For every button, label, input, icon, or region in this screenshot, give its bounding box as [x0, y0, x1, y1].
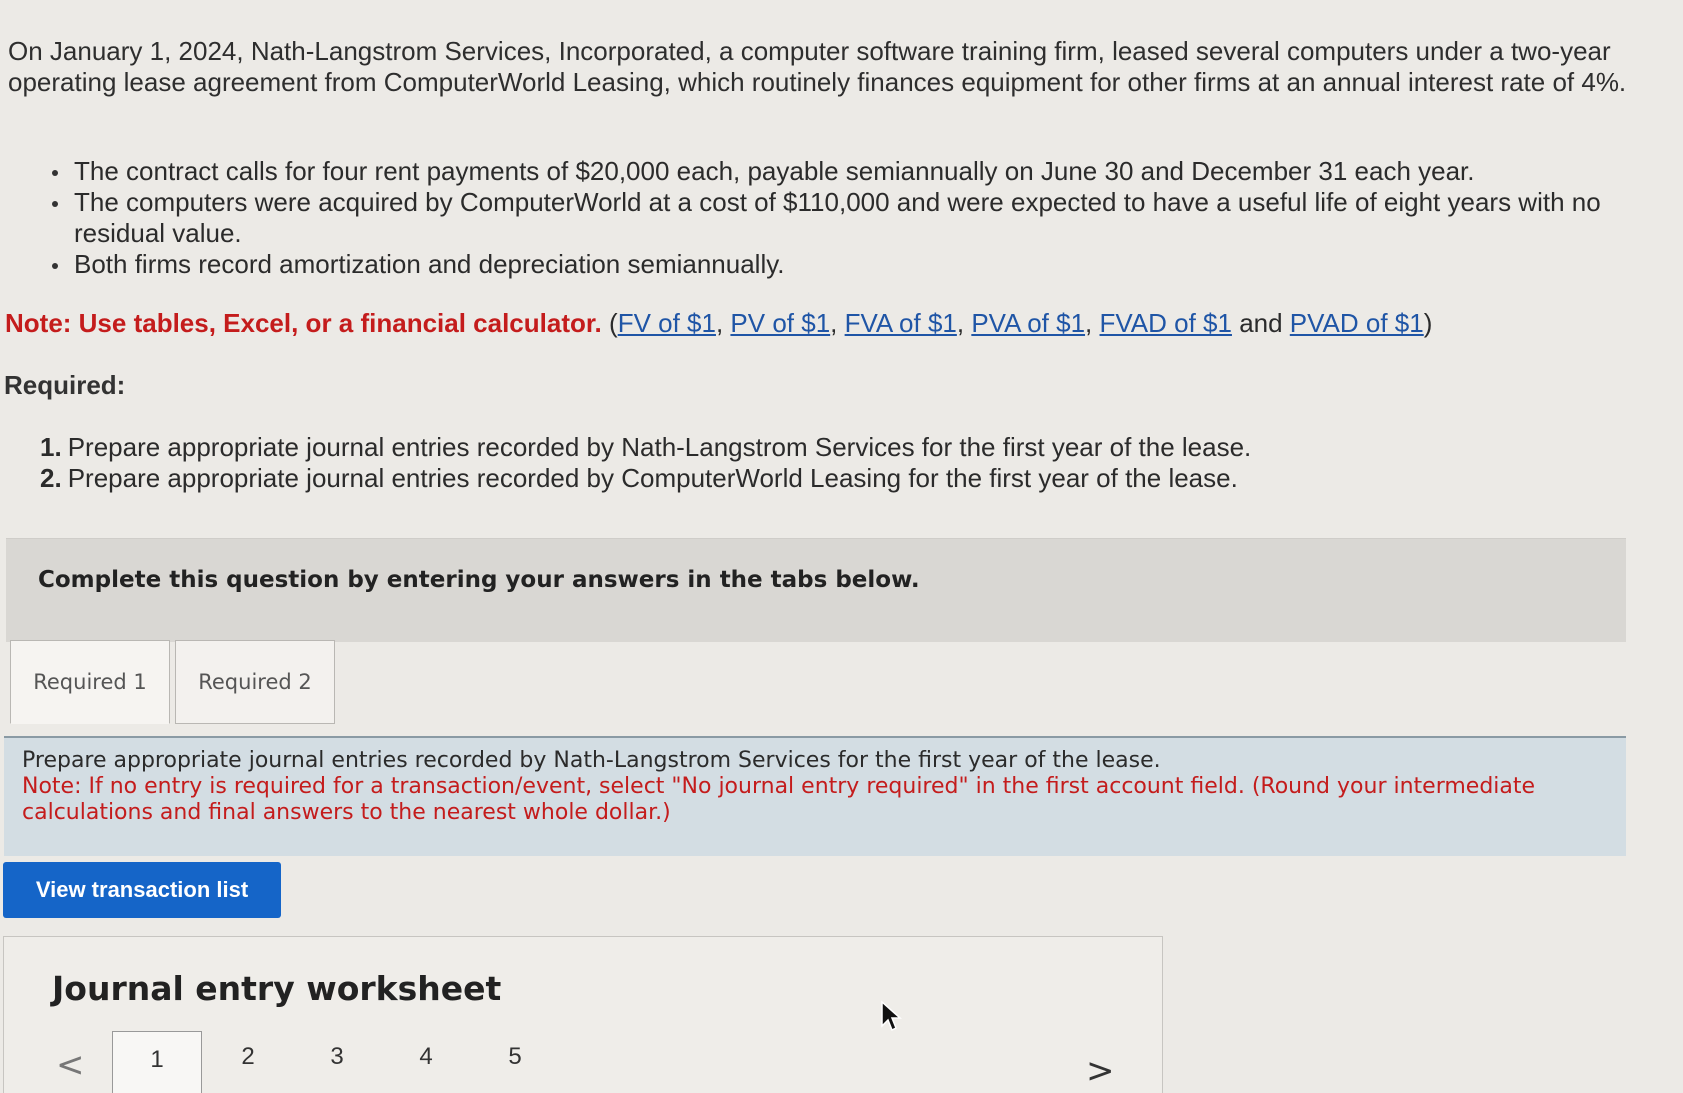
bullet-text: Both firms record amortization and depreciation semiannually.: [74, 249, 785, 279]
problem-bullets: [52, 156, 1632, 280]
bullet-dot-icon: [52, 170, 58, 176]
required-text: Prepare appropriate journal entries recorded by Nath-Langstrom Services for the first year of the lease.: [67, 432, 1252, 462]
required-num: 2.: [40, 463, 62, 493]
journal-entry-worksheet: [3, 936, 1163, 1093]
page-1[interactable]: 1: [112, 1031, 202, 1093]
calculator-note: [5, 308, 1432, 339]
required-header: Required:: [4, 370, 126, 400]
mouse-pointer-icon: [880, 1000, 902, 1032]
bullet-item: [52, 249, 1632, 280]
note-prefix: Note: Use tables, Excel, or a financial calculator.: [5, 308, 602, 338]
bullet-item: [52, 187, 1632, 249]
page-4[interactable]: 4: [419, 1043, 433, 1070]
required-list: [40, 432, 1251, 494]
separator: ,: [830, 308, 845, 338]
required-text: Prepare appropriate journal entries recorded by ComputerWorld Leasing for the first year of the lease.: [67, 463, 1238, 493]
link-pv[interactable]: PV of $1: [730, 308, 831, 338]
tab-required-1[interactable]: Required 1: [10, 640, 170, 724]
tab-instructions: [4, 736, 1626, 856]
chevron-right-icon[interactable]: >: [1086, 1051, 1115, 1091]
page-3[interactable]: 3: [330, 1043, 344, 1070]
link-pva[interactable]: PVA of $1: [971, 308, 1086, 338]
paren-close: ): [1423, 308, 1433, 338]
view-transaction-list-button[interactable]: View transaction list: [3, 862, 281, 918]
required-item: [40, 463, 1251, 494]
link-fvad[interactable]: FVAD of $1: [1099, 308, 1232, 338]
page-5[interactable]: 5: [508, 1043, 522, 1070]
bullet-text: The contract calls for four rent payments of $20,000 each, payable semiannually on June 30 and December 31 each year.: [74, 156, 1475, 186]
required-item: [40, 432, 1251, 463]
paren-open: (: [609, 308, 618, 338]
link-pvad[interactable]: PVAD of $1: [1289, 308, 1424, 338]
link-fva[interactable]: FVA of $1: [844, 308, 957, 338]
separator: ,: [715, 308, 731, 338]
problem-intro: On January 1, 2024, Nath-Langstrom Services, Incorporated, a computer software training firm, leased several computers under a two-year operating lease agreement from ComputerWorld Leasing, which routinely finances equipment for other firms at an annual interest rate of 4%.: [8, 36, 1627, 97]
separator: ,: [1085, 308, 1100, 338]
bullet-item: [52, 156, 1632, 187]
link-fv[interactable]: FV of $1: [617, 308, 716, 338]
tab-required-2[interactable]: Required 2: [175, 640, 335, 724]
instructions-note: Note: If no entry is required for a transaction/event, select "No journal entry required" in the first account field. (Round your intermediate calculations and final answers to the nearest whole dollar.): [22, 774, 1536, 825]
required-num: 1.: [40, 432, 62, 462]
banner-text: Complete this question by entering your answers in the tabs below.: [38, 567, 920, 593]
worksheet-title: Journal entry worksheet: [52, 969, 502, 1008]
separator: ,: [956, 308, 972, 338]
bullet-dot-icon: [52, 263, 58, 269]
bullet-dot-icon: [52, 201, 58, 207]
and-text: and: [1231, 308, 1290, 338]
chevron-left-icon[interactable]: <: [56, 1045, 85, 1085]
instruction-banner: [6, 538, 1626, 642]
page-2[interactable]: 2: [241, 1043, 255, 1070]
bullet-text: The computers were acquired by ComputerWorld at a cost of $110,000 and were expected to have a useful life of eight years with no residual value.: [74, 187, 1601, 248]
instructions-main: Prepare appropriate journal entries recorded by Nath-Langstrom Services for the first year of the lease.: [22, 748, 1161, 773]
worksheet-pager: [4, 1033, 1162, 1093]
